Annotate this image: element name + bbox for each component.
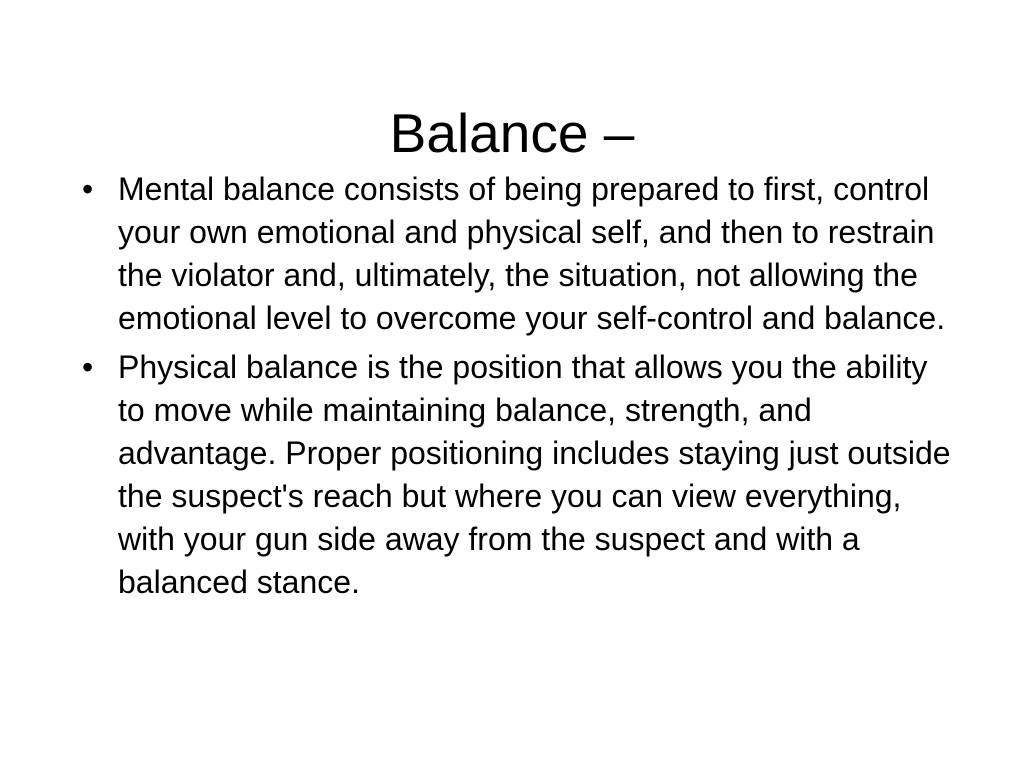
bullet-item-physical-balance <box>76 346 956 604</box>
bullet-text: Mental balance consists of being prepared to first, control your own emotional and physical self, and then to restrain the violator and, ultimately, the situation, not allowing the emotional level to overcome your self-control and balance. <box>118 171 946 336</box>
bullet-text: Physical balance is the position that allows you the ability to move while maintaining balance, strength, and advantage. Proper positioning includes staying just outside the suspect's reach but where you can view everything, with your gun side away from the suspect and with a balanced stance. <box>118 349 951 600</box>
bullet-list <box>76 168 956 610</box>
bullet-marker: • <box>82 171 94 207</box>
bullet-marker: • <box>82 349 94 385</box>
bullet-item-mental-balance <box>76 168 956 340</box>
slide-title: Balance – <box>389 102 635 164</box>
